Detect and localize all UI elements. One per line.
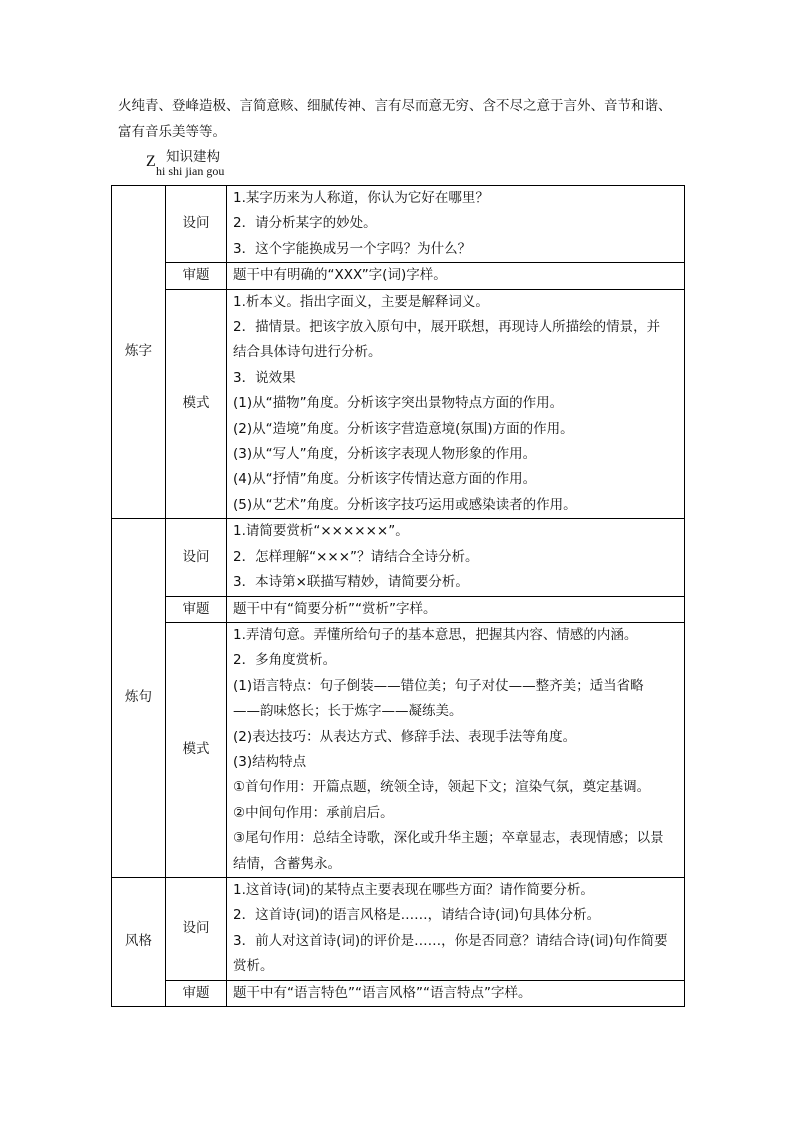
content-line: (5)从“艺术”角度。分析该字技巧运用或感染读者的作用。 <box>233 496 577 513</box>
heading-pinyin: hi shi jian gou <box>156 164 225 178</box>
content-line: 2．这首诗(词)的语言风格是……，请结合诗(词)句具体分析。 <box>233 907 601 924</box>
content-line: 1.某字历来为人称道，你认为它好在哪里？ <box>233 190 489 206</box>
table-row <box>112 519 685 596</box>
content-line: 3．这个字能换成另一个字吗？为什么？ <box>233 240 472 257</box>
table-row <box>112 980 685 1006</box>
content-line: (1)语言特点：句子倒装——错位美；句子对仗——整齐美；适当省略 <box>233 677 644 694</box>
content-cell <box>227 877 685 980</box>
content-cell <box>227 186 685 263</box>
content-line: 题干中有明确的“XXX”字(词)字样。 <box>233 267 447 284</box>
content-cell <box>227 596 685 622</box>
content-line: ①首句作用：开篇点题，统领全诗，领起下文；渲染气氛，奠定基调。 <box>233 779 651 796</box>
section-heading <box>146 143 306 183</box>
subcategory-cell: 审题 <box>166 980 227 1006</box>
content-line: ③尾句作用：总结全诗歌，深化或升华主题；卒章显志，表现情感；以景 <box>233 830 664 847</box>
content-line: 赏析。 <box>233 958 274 975</box>
content-cell <box>227 519 685 596</box>
content-cell <box>227 263 685 289</box>
content-line: 2．描情景。把该字放入原句中，展开联想，再现诗人所描绘的情景，并 <box>233 319 661 336</box>
subcategory-cell: 审题 <box>166 263 227 289</box>
table-row <box>112 289 685 519</box>
content-line: 1.请简要赏析“××××××”。 <box>233 523 409 540</box>
content-line: (3)结构特点 <box>233 753 307 770</box>
table-row <box>112 622 685 877</box>
table-row <box>112 186 685 263</box>
subcategory-cell: 模式 <box>166 622 227 877</box>
content-line: 3．本诗第×联描写精妙，请简要分析。 <box>233 574 469 591</box>
category-cell: 风格 <box>112 877 166 1006</box>
category-cell: 炼字 <box>112 186 166 519</box>
heading-cap-letter: Z <box>146 153 156 170</box>
subcategory-cell: 设问 <box>166 186 227 263</box>
content-line: (2)从“造境”角度。分析该字营造意境(氛围)方面的作用。 <box>233 420 574 437</box>
subcategory-cell: 设问 <box>166 519 227 596</box>
content-line: (2)表达技巧：从表达方式、修辞手法、表现手法等角度。 <box>233 728 577 745</box>
table-row <box>112 263 685 289</box>
content-line: 结合具体诗句进行分析。 <box>233 344 382 361</box>
intro-line: 火纯青、登峰造极、言简意赅、细腻传神、言有尽而意无穷、含不尽之意于言外、音节和谐、 <box>118 98 672 114</box>
category-cell: 炼句 <box>112 519 166 878</box>
knowledge-table <box>111 185 685 1007</box>
content-line: 题干中有“语言特色”“语言风格”“语言特点”字样。 <box>233 984 532 1001</box>
content-line: 题干中有“简要分析”“赏析”字样。 <box>233 600 437 617</box>
content-line: (1)从“描物”角度。分析该字突出景物特点方面的作用。 <box>233 395 564 412</box>
content-line: (3)从“写人”角度，分析该字表现人物形象的作用。 <box>233 446 537 463</box>
heading-chinese: 知识建构 <box>166 149 220 165</box>
subcategory-cell: 设问 <box>166 877 227 980</box>
intro-paragraph <box>118 93 698 145</box>
subcategory-cell: 审题 <box>166 596 227 622</box>
table-row <box>112 877 685 980</box>
content-cell <box>227 622 685 877</box>
content-line: 1.弄清句意。弄懂所给句子的基本意思，把握其内容、情感的内涵。 <box>233 626 638 643</box>
table-row <box>112 596 685 622</box>
subcategory-cell: 模式 <box>166 289 227 519</box>
content-line: 2．请分析某字的妙处。 <box>233 215 377 232</box>
content-line: 结情，含蓄隽永。 <box>233 855 341 872</box>
content-cell <box>227 289 685 519</box>
content-line: 1.这首诗(词)的某特点主要表现在哪些方面？请作简要分析。 <box>233 881 594 898</box>
content-line: 2．怎样理解“×××”？请结合全诗分析。 <box>233 548 479 565</box>
content-line: 3．前人对这首诗(词)的评价是……，你是否同意？请结合诗(词)句作简要 <box>233 932 668 949</box>
content-line: 1.析本义。指出字面义，主要是解释词义。 <box>233 293 489 310</box>
content-line: 3．说效果 <box>233 369 296 386</box>
content-cell <box>227 980 685 1006</box>
content-line: (4)从“抒情”角度。分析该字传情达意方面的作用。 <box>233 471 537 488</box>
content-line: 2．多角度赏析。 <box>233 652 337 669</box>
intro-line: 富有音乐美等等。 <box>118 124 226 140</box>
content-line: ——韵味悠长；长于炼字——凝练美。 <box>233 703 463 720</box>
content-line: ②中间句作用：承前启后。 <box>233 804 394 821</box>
